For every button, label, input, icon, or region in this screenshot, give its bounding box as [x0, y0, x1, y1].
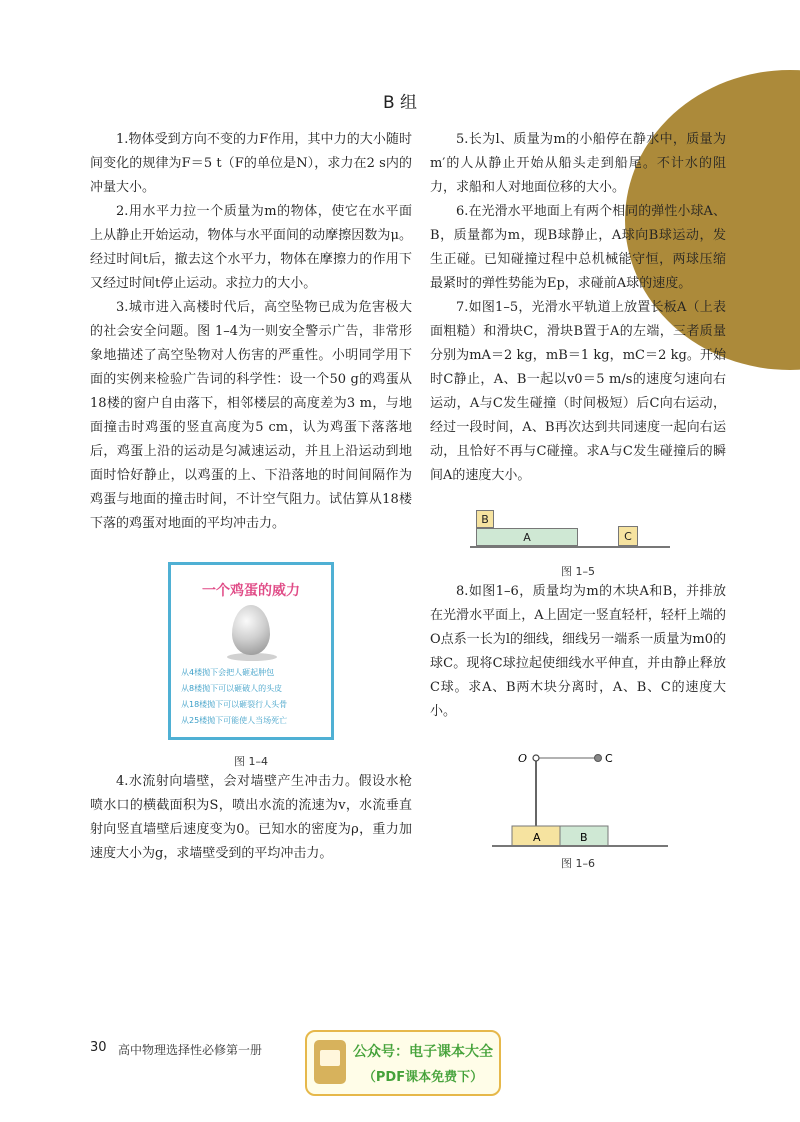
figure-1-6-caption: 图 1–6 [561, 857, 595, 870]
ball-c [595, 755, 602, 762]
left-column [90, 128, 412, 866]
problem-6: 6.在光滑水平地面上有两个相同的弹性小球A、B，质量都为m，现B球静止，A球向B球运动，发生正碰。已知碰撞过程中总机械能守恒，两球压缩最紧时的弹性势能为Ep，求碰前A球的速度。 [430, 204, 726, 291]
problem-8: 8.如图1–6，质量均为m的木块A和B，并排放在光滑水平面上，A上固定一竖直轻杆，轻杆上端的O点系一长为l的细线，细线另一端系一质量为m0的球C。现将C球拉起使细线水平伸直，并由静止释放C球。求A、B两木块分离时，A、B、C的速度大小。 [430, 584, 726, 719]
poster-line: 从18楼抛下可以砸裂行人头骨 [181, 700, 288, 709]
pivot-o [533, 755, 539, 761]
poster-lines [181, 665, 325, 729]
label-b: B [580, 831, 588, 844]
label-a: A [533, 831, 541, 844]
problem-5: 5.长为l、质量为m的小船停在静水中，质量为m′的人从静止开始从船头走到船尾。不计水的阻力，求船和人对地面位移的大小。 [430, 132, 726, 195]
problem-3: 3.城市进入高楼时代后，高空坠物已成为危害极大的社会安全问题。图 1–4为一则安全警示广告，非常形象地描述了高空坠物对人伤害的严重性。小明同学用下面的实例来检验广告词的科学性：设一个50 g的鸡蛋从18楼的窗户自由落下，相邻楼层的高度差为3 m，与地面撞击时鸡蛋的竖直高度为5 cm，认为鸡蛋下落落地后，鸡蛋上沿的运动是匀减速运动，并且上沿运动到地面时恰好静止，以鸡蛋的上、下沿落地的时间间隔作为鸡蛋与地面的撞击时间，不计空气阻力。试估算从18楼下落的鸡蛋对地面的平均冲击力。 [90, 300, 412, 531]
figure-1-5-caption: 图 1–5 [561, 565, 595, 578]
poster-line: 从8楼抛下可以砸破人的头皮 [181, 684, 283, 693]
problem-1: 1.物体受到方向不变的力F作用，其中力的大小随时间变化的规律为F＝5 t（F的单位是N），求力在2 s内的冲量大小。 [90, 132, 412, 195]
watermark-line-2: （PDF课本免费下） [362, 1070, 484, 1085]
page-number: 30 [90, 1040, 107, 1055]
figure-1-4-caption: 图 1–4 [234, 755, 268, 768]
figure-1-5 [430, 508, 726, 564]
book-icon [314, 1040, 346, 1084]
block-b: B [476, 510, 494, 528]
block-c: C [618, 526, 638, 546]
label-o: O [518, 752, 528, 765]
watermark-line-1: 公众号：电子课本大全 [353, 1044, 493, 1060]
figure-1-6-drawing [430, 746, 726, 856]
ground-line [470, 546, 670, 548]
egg-icon [232, 605, 270, 655]
book-title: 高中物理选择性必修第一册 [118, 1043, 263, 1057]
section-title: B 组 [382, 93, 418, 113]
problem-4: 4.水流射向墙壁，会对墙壁产生冲击力。假设水枪喷水口的横截面积为S，喷出水流的流速为v，水流垂直射向竖直墙壁后速度变为0。已知水的密度为ρ，重力加速度大小为g，求墙壁受到的平均冲击力。 [90, 774, 412, 861]
right-column [430, 128, 726, 872]
figure-1-4-poster [168, 562, 334, 740]
problem-7: 7.如图1–5，光滑水平轨道上放置长板A（上表面粗糙）和滑块C，滑块B置于A的左端，三者质量分别为mA＝2 kg，mB＝1 kg，mC＝2 kg。开始时C静止，A、B一起以v0＝5 m/s的速度匀速向右运动，A与C发生碰撞（时间极短）后C向右运动，经过一段时间，A、B再次达到共同速度一起向右运动，且恰好不再与C碰撞。求A与C发生碰撞后的瞬间A的速度大小。 [430, 300, 726, 483]
problem-2: 2.用水平力拉一个质量为m的物体，使它在水平面上从静止开始运动，物体与水平面间的动摩擦因数为μ。经过时间t后，撤去这个水平力，物体在摩擦力的作用下又经过时间t停止运动。求拉力的大小。 [90, 204, 412, 291]
watermark-badge [305, 1030, 501, 1096]
poster-line: 从4楼抛下会把人砸起肿包 [181, 668, 275, 677]
poster-line: 从25楼抛下可能使人当场死亡 [181, 716, 288, 725]
figure-1-6 [430, 746, 726, 856]
label-c: C [605, 752, 613, 765]
board-a: A [476, 528, 578, 546]
poster-title: 一个鸡蛋的威力 [202, 583, 300, 599]
